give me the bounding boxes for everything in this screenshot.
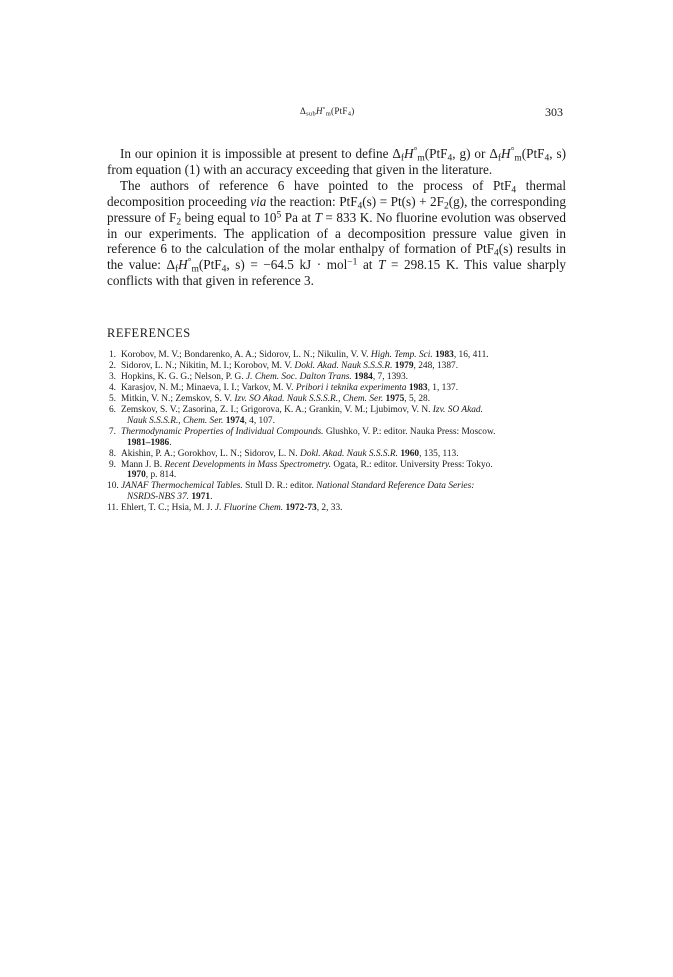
paragraph-2 (107, 178, 566, 289)
reference-number: 7. (108, 426, 116, 437)
reference-source: Izv. SO Akad. Nauk S.S.S.R., Chem. Ser. (234, 393, 384, 404)
reference-source: High. Temp. Sci. (370, 350, 433, 360)
text-run: , g) or Δ (452, 146, 498, 161)
reference-authors: Korobov, M. V.; Bondarenko, A. A.; Sidorov, L. N.; Nikulin, V. V. (121, 350, 371, 360)
reference-item (107, 503, 569, 514)
text-run: (PtF (424, 146, 448, 161)
reference-pages: , 5, 28. (404, 393, 431, 404)
reference-number: 1. (108, 350, 116, 360)
reference-source: Dokl. Akad. Nauk S.S.S.R. (294, 360, 393, 371)
reference-item (107, 350, 569, 361)
reference-source: NSRDS-NBS 37. (127, 492, 189, 503)
reference-year: 1960 (400, 448, 420, 459)
reference-item (107, 460, 569, 482)
reference-continuation (121, 416, 569, 427)
subscript: 2 (443, 201, 449, 212)
reference-number: 6. (108, 404, 116, 415)
text-run: (PtF (521, 146, 545, 161)
subscript: m (417, 153, 425, 164)
reference-item (107, 405, 569, 427)
reference-pages: , p. 814. (145, 470, 177, 481)
text-run: (g), the corresponding pressure of F (107, 193, 566, 225)
symbol: H (501, 146, 511, 161)
reference-source: J. Fluorine Chem. (214, 503, 284, 514)
reference-number: 8. (108, 448, 116, 459)
subscript: 4 (221, 264, 227, 275)
reference-source: Thermodynamic Properties of Individual Compounds. (121, 426, 324, 437)
degree-sign: ° (413, 146, 418, 157)
text-run: , s) from equation (1) with an accuracy exceeding that given in the literature. (107, 146, 567, 177)
reference-number: 3. (108, 371, 116, 382)
reference-year: 1975 (385, 393, 405, 404)
subscript: m (191, 264, 199, 275)
reference-number: 11. (107, 503, 119, 514)
body-text (107, 146, 566, 289)
subscript: 4 (511, 185, 517, 196)
paragraph-1 (107, 146, 566, 178)
reference-authors: Karasjov, N. M.; Minaeva, I. I.; Varkov, M. V. (121, 382, 296, 393)
reference-text: Ogata, R.: editor. University Press: Tokyo. (331, 459, 493, 470)
running-head: $\Delta_{sub}H^\circ_m(PtF_4)$ (300, 106, 355, 118)
reference-pages: , 135, 113. (419, 448, 459, 459)
subscript: f (174, 264, 179, 275)
reference-year: 1984 (354, 371, 373, 382)
reference-number: 5. (108, 393, 116, 404)
reference-authors: Sidorov, L. N.; Nikitin, M. I.; Korobov, M. V. (121, 360, 295, 371)
reference-authors: Ehlert, T. C.; Hsia, M. J. (121, 503, 215, 514)
reference-item (107, 481, 569, 503)
reference-pages: , 7, 1393. (372, 371, 408, 382)
text-run: thermal decomposition proceeding (107, 177, 566, 209)
degree-sign: ° (510, 146, 515, 157)
page-number: 303 (545, 105, 563, 119)
reference-year: 1971 (191, 492, 211, 503)
reference-item (107, 361, 569, 372)
subscript: 4 (544, 153, 550, 164)
reference-text: Stull D. R.: editor. (242, 481, 317, 492)
subscript: 4 (447, 153, 453, 164)
symbol: H (404, 146, 414, 161)
text-run: (s) = Pt(s) + 2F (362, 193, 444, 209)
italic-word: via (250, 193, 267, 209)
reference-series: National Standard Reference Data Series: (316, 481, 475, 492)
subscript: 4 (357, 201, 363, 212)
reference-year: 1983 (435, 350, 454, 360)
text-run: (PtF (198, 257, 222, 273)
reference-pages: , 248, 1387. (413, 360, 459, 371)
text-run: In our opinion it is impossible at present to define Δ (120, 146, 401, 161)
reference-authors: Mann J. B. (121, 459, 165, 470)
reference-number: 4. (108, 382, 116, 393)
superscript: −1 (347, 258, 358, 269)
text-run: being equal to 10 (181, 209, 277, 225)
reference-pages: , 4, 107. (244, 415, 275, 426)
text-run: = 298.15 K. This value sharply conflicts with that given in reference 3. (107, 257, 566, 289)
symbol: T (314, 209, 322, 225)
reference-item (107, 383, 569, 394)
reference-text: Glushko, V. P.: editor. Nauka Press: Moscow. (323, 426, 496, 437)
text-run: the reaction: PtF (266, 193, 358, 209)
subscript: f (497, 153, 502, 164)
reference-continuation (121, 438, 569, 449)
reference-item (107, 449, 569, 460)
reference-source: JANAF Thermochemical Tables. (121, 481, 243, 492)
reference-pages: . (210, 492, 213, 503)
reference-pages: , 16, 411. (453, 350, 489, 360)
degree-sign: ° (187, 258, 192, 269)
reference-source: Nauk S.S.S.R., Chem. Ser. (127, 415, 224, 426)
reference-item (107, 427, 569, 449)
reference-continuation (121, 470, 569, 481)
text-run: , s) = −64.5 kJ · mol (226, 257, 348, 273)
symbol: H (178, 257, 188, 273)
reference-number: 2. (108, 360, 116, 371)
reference-number: 9. (108, 459, 116, 470)
reference-number: 10. (107, 481, 119, 492)
reference-source: Izv. SO Akad. (432, 404, 483, 415)
reference-source: Pribori i teknika experimenta (295, 382, 407, 393)
symbol: T (378, 257, 386, 273)
text-run: The authors of reference 6 have pointed to the process of PtF (120, 177, 512, 193)
reference-pages: , 1, 137. (427, 382, 459, 393)
reference-year: 1974 (225, 415, 245, 426)
reference-continuation (121, 492, 569, 503)
subscript: m (514, 153, 522, 164)
reference-year: 1981–1986 (127, 437, 170, 448)
reference-pages: , 2, 33. (316, 503, 343, 514)
reference-year: 1979 (394, 360, 414, 371)
superscript: 5 (276, 210, 282, 221)
references-heading: REFERENCES (107, 326, 191, 340)
reference-item (107, 394, 569, 405)
subscript: f (400, 153, 405, 164)
reference-authors: Akishin, P. A.; Gorokhov, L. N.; Sidorov, L. N. (121, 448, 300, 459)
reference-authors: Zemskov, S. V.; Zasorina, Z. I.; Grigorova, K. A.; Grankin, V. M.; Ljubimov, V. N. (121, 404, 433, 415)
reference-source: Dokl. Akad. Nauk S.S.S.R. (300, 448, 398, 459)
subscript: 2 (176, 217, 182, 227)
reference-year: 1970 (127, 470, 146, 481)
subscript: 4 (494, 248, 499, 259)
reference-authors: Hopkins, K. G. G.; Nelson, P. G. (121, 371, 247, 382)
reference-pages: . (169, 437, 172, 448)
text-run: (s) results in the value: Δ (107, 241, 567, 273)
reference-list (107, 350, 569, 514)
reference-source: J. Chem. Soc. Dalton Trans. (246, 371, 352, 382)
reference-year: 1972-73 (285, 503, 317, 514)
text-run: at (357, 257, 379, 273)
reference-item (107, 372, 569, 383)
text-run: Pa at (281, 209, 315, 225)
text-run: = 833 K. No fluorine evolution was observed in our experiments. The application of a decomposition pressure value given in reference 6 to the calculation of the molar enthalpy of formation of PtF (107, 209, 566, 257)
reference-authors: Mitkin, V. N.; Zemskov, S. V. (121, 393, 235, 404)
reference-year: 1983 (408, 382, 428, 393)
reference-source: Recent Developments in Mass Spectrometry. (164, 459, 332, 470)
